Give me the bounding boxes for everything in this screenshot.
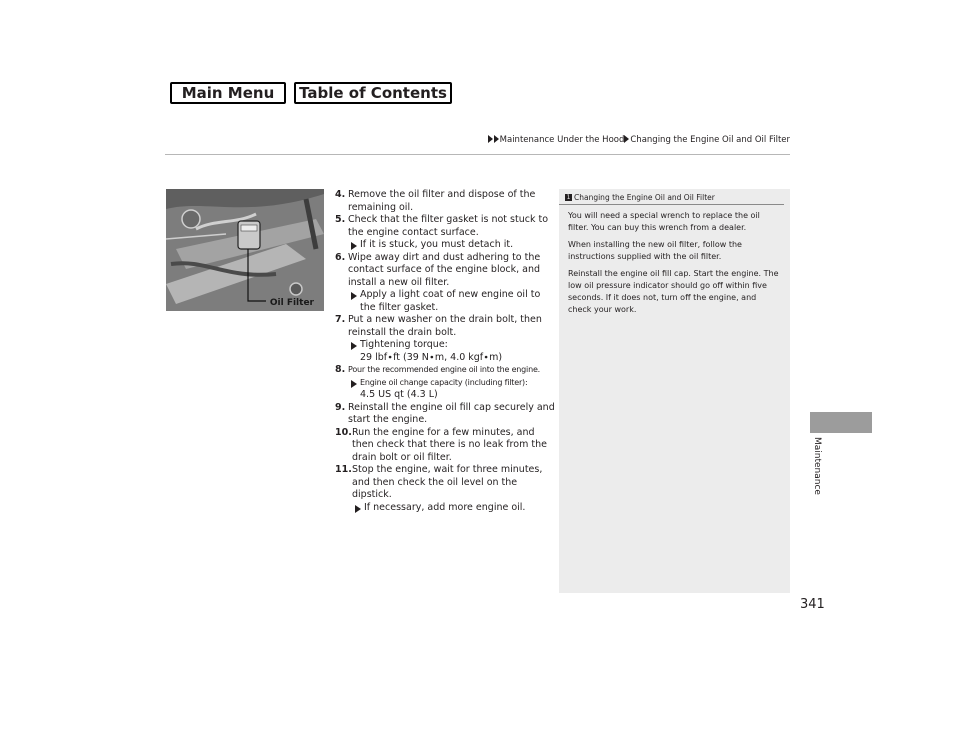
arrow-icon bbox=[355, 505, 361, 513]
step-text: Pour the recommended engine oil into the engine. bbox=[348, 365, 541, 374]
arrow-icon bbox=[351, 342, 357, 350]
breadcrumb bbox=[488, 135, 790, 145]
step-note bbox=[348, 339, 555, 352]
procedure-steps bbox=[335, 189, 555, 514]
step-note-text: Engine oil change capacity (including filter): bbox=[360, 377, 528, 387]
triangle-icon bbox=[488, 135, 493, 143]
triangle-icon bbox=[494, 135, 499, 143]
step-note bbox=[348, 377, 555, 390]
step-7 bbox=[335, 314, 555, 364]
step-note-text: If it is stuck, you must detach it. bbox=[360, 239, 514, 250]
step-6 bbox=[335, 252, 555, 315]
sidebar-heading bbox=[559, 189, 784, 205]
sidebar-paragraph: Reinstall the engine oil fill cap. Start the engine. The low oil pressure indicator should go off within five seconds. If it does not, turn off the engine, and check your work. bbox=[568, 269, 779, 314]
capacity-value: 4.5 US qt (4.3 L) bbox=[360, 389, 438, 400]
table-of-contents-button[interactable]: Table of Contents bbox=[294, 82, 452, 104]
step-number: 5. bbox=[335, 214, 346, 225]
torque-value: 29 lbf∙ft (39 N∙m, 4.0 kgf∙m) bbox=[360, 351, 503, 363]
step-note-text: If necessary, add more engine oil. bbox=[364, 501, 526, 513]
step-9 bbox=[335, 402, 555, 427]
page-number: 341 bbox=[800, 597, 825, 612]
main-menu-button[interactable]: Main Menu bbox=[170, 82, 286, 104]
triangle-icon bbox=[624, 135, 629, 143]
step-note-text: Apply a light coat of new engine oil to the filter gasket. bbox=[360, 289, 541, 313]
step-number: 6. bbox=[335, 251, 346, 263]
step-number: 10. bbox=[335, 426, 352, 438]
step-number: 9. bbox=[335, 401, 346, 413]
oil-filter-photo bbox=[166, 189, 324, 311]
step-4 bbox=[335, 189, 555, 214]
step-number: 11. bbox=[335, 464, 352, 475]
engine-illustration bbox=[166, 189, 324, 311]
breadcrumb-part-1[interactable]: Maintenance Under the Hood bbox=[499, 135, 625, 145]
sidebar-paragraph: You will need a special wrench to replace the oil filter. You can buy this wrench from a dealer. bbox=[568, 211, 760, 232]
step-10 bbox=[335, 427, 555, 465]
step-11 bbox=[335, 464, 555, 514]
notes-sidebar bbox=[559, 189, 790, 593]
oil-filter-label: Oil Filter bbox=[269, 298, 314, 308]
section-label: Maintenance bbox=[812, 437, 822, 495]
step-note-text: Tightening torque: bbox=[360, 339, 448, 350]
step-note bbox=[348, 239, 555, 252]
step-text: Check that the filter gasket is not stuck to the engine contact surface. bbox=[348, 214, 549, 238]
breadcrumb-part-2[interactable]: Changing the Engine Oil and Oil Filter bbox=[630, 135, 790, 145]
sidebar-title: Changing the Engine Oil and Oil Filter bbox=[574, 193, 715, 202]
step-5 bbox=[335, 214, 555, 252]
step-number: 4. bbox=[335, 189, 346, 200]
step-text: Remove the oil filter and dispose of the remaining oil. bbox=[348, 189, 536, 213]
arrow-icon bbox=[351, 292, 357, 300]
section-tab[interactable] bbox=[810, 412, 872, 433]
step-text: Run the engine for a few minutes, and then check that there is no leak from the drain bolt or oil filter. bbox=[352, 426, 547, 463]
step-text: Stop the engine, wait for three minutes, and then check the oil level on the dipstick. bbox=[352, 464, 543, 500]
step-number: 7. bbox=[335, 314, 346, 325]
arrow-icon bbox=[351, 380, 357, 388]
step-text: Put a new washer on the drain bolt, then reinstall the drain bolt. bbox=[348, 314, 542, 338]
step-text: Wipe away dirt and dust adhering to the contact surface of the engine block, and install a new oil filter. bbox=[348, 251, 541, 288]
sidebar-paragraph: When installing the new oil filter, follow the instructions supplied with the oil filter. bbox=[568, 240, 742, 261]
header-rule bbox=[165, 154, 790, 155]
step-note bbox=[348, 289, 555, 314]
step-note bbox=[352, 502, 555, 515]
note-icon: 1 bbox=[566, 194, 571, 201]
step-text: Reinstall the engine oil fill cap securely and start the engine. bbox=[348, 401, 555, 425]
arrow-icon bbox=[351, 242, 357, 250]
step-8 bbox=[335, 364, 555, 402]
step-number: 8. bbox=[335, 364, 346, 375]
